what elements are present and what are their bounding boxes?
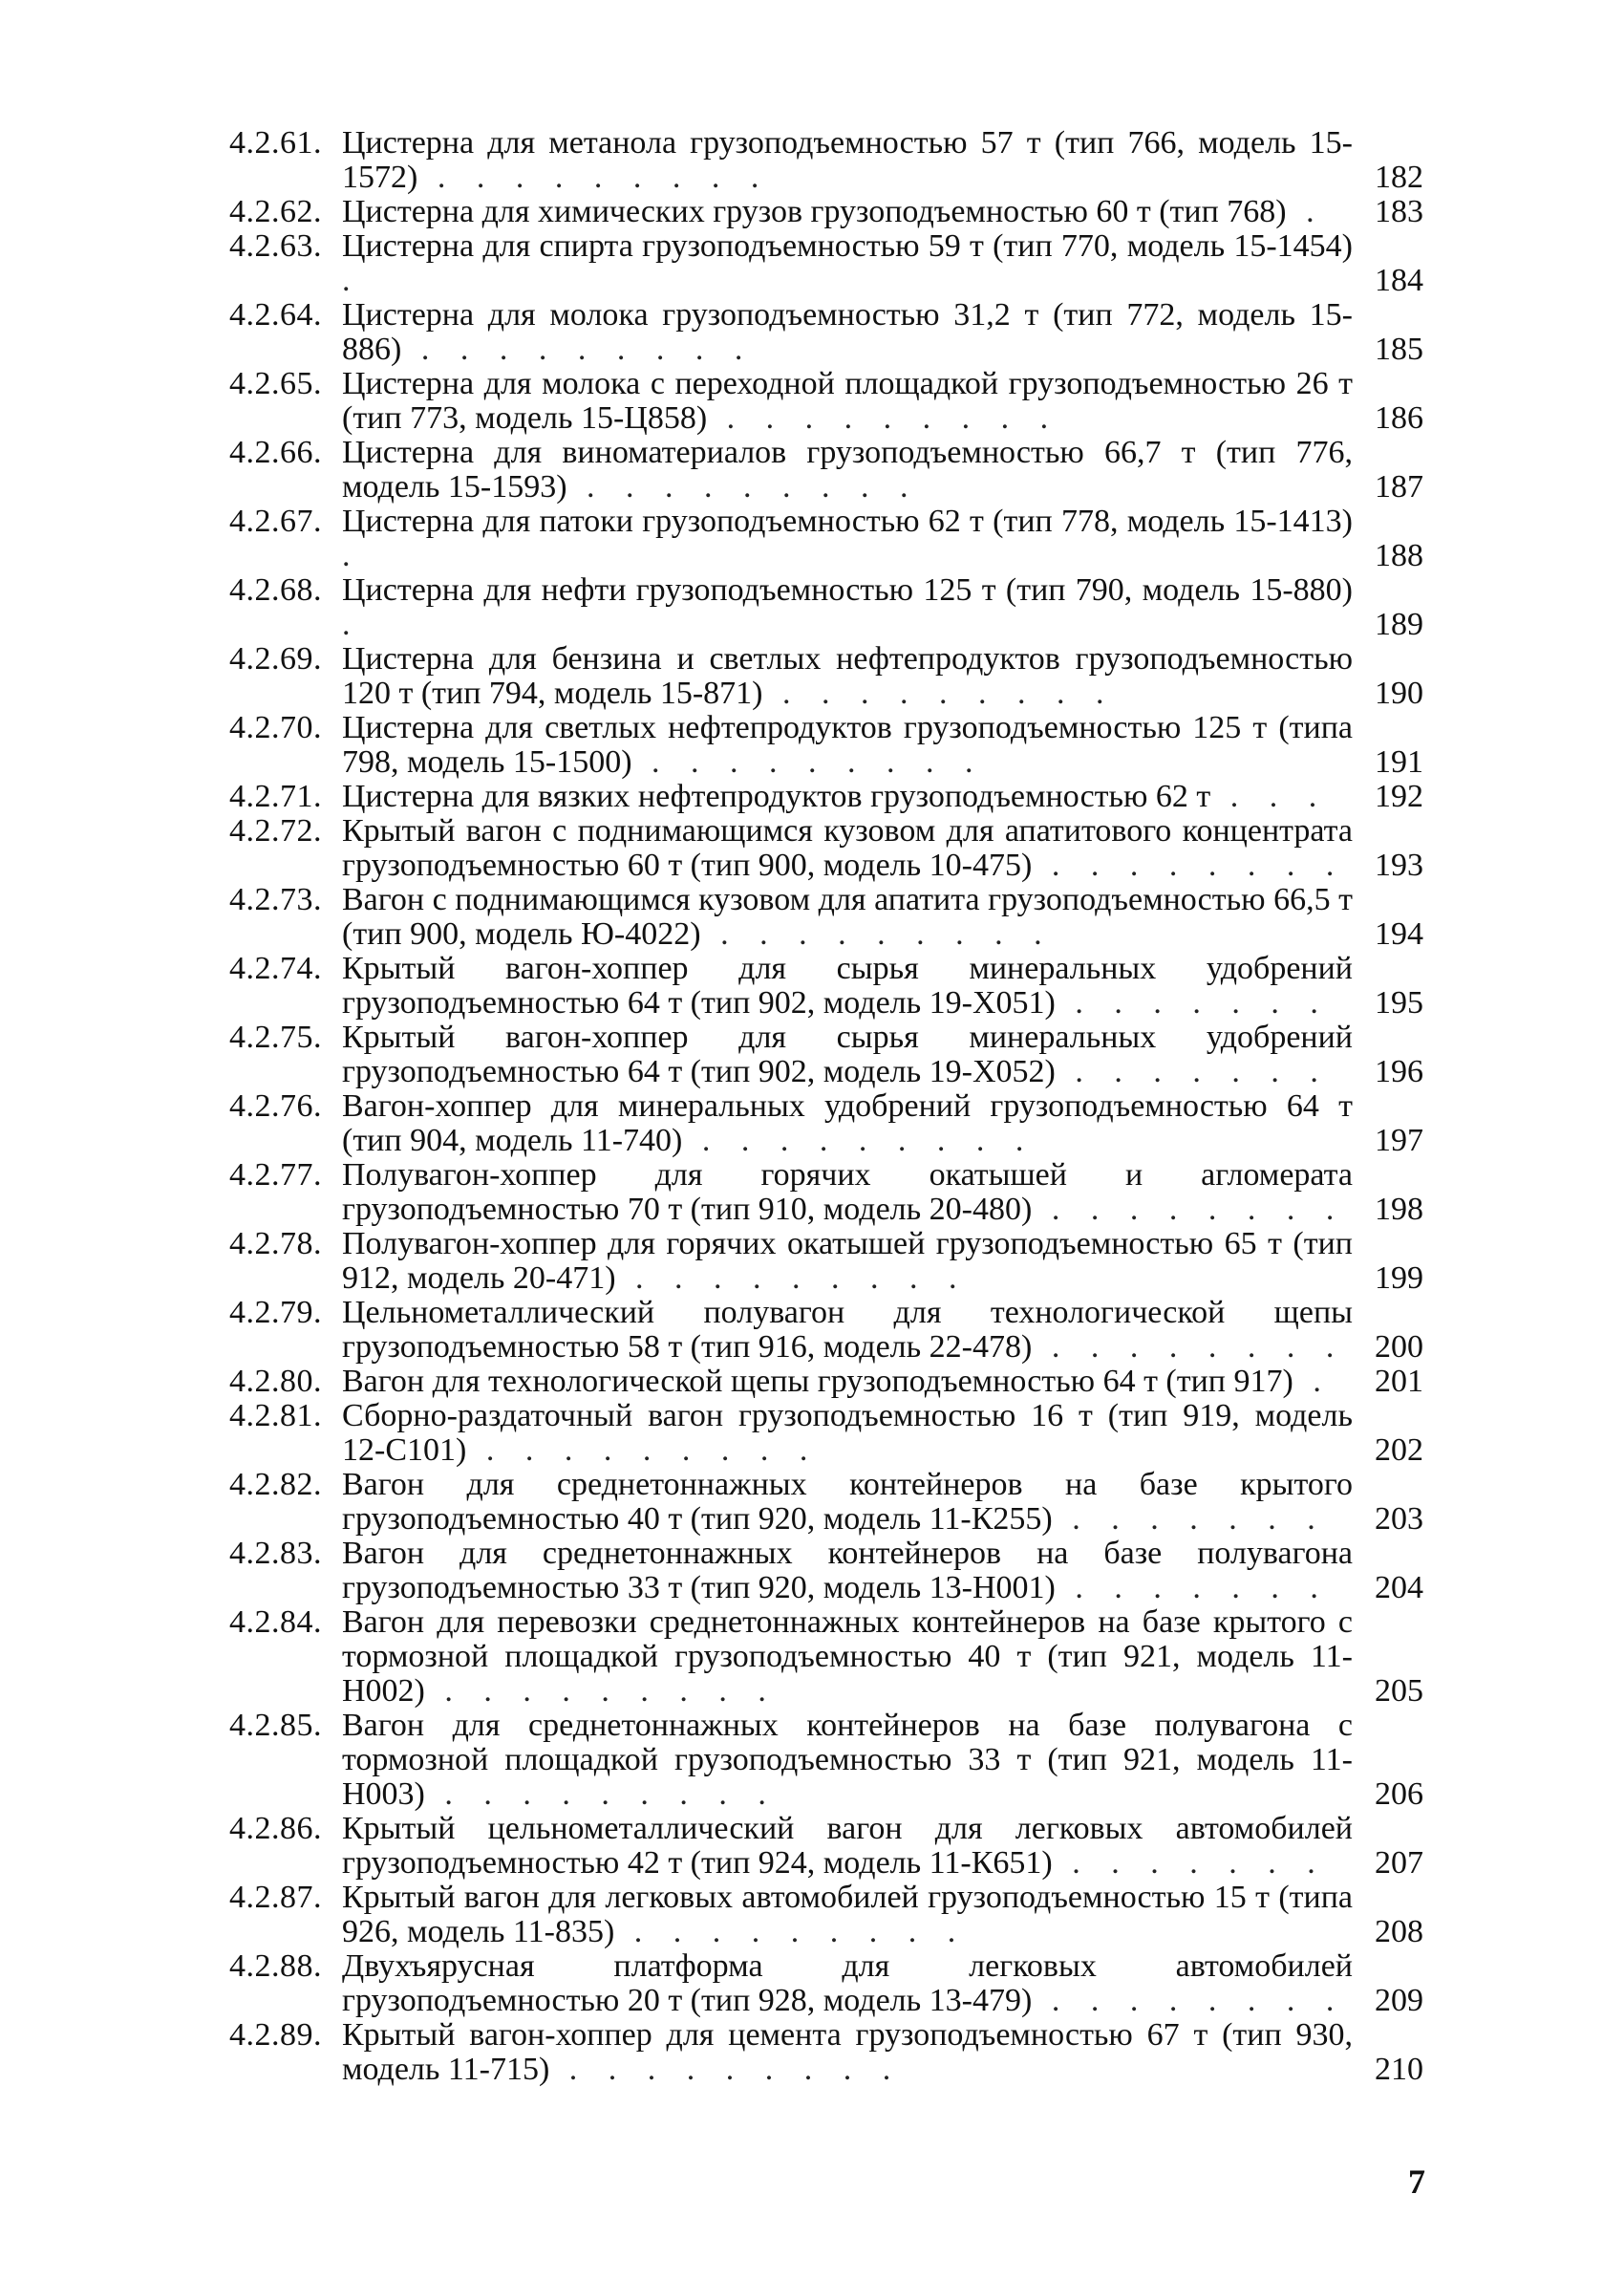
toc-entry-title-block	[342, 298, 1364, 367]
toc-entry-page: 199	[1375, 1260, 1423, 1296]
toc-entry-title-block	[342, 1227, 1364, 1296]
toc-entry-title: Цистерна для виноматериалов грузоподъемностью 66,7 т (тип 776, модель 15-1593)	[342, 435, 1353, 505]
toc-entry-title-block	[342, 1605, 1364, 1709]
toc-entry-page: 187	[1375, 469, 1423, 505]
toc-entry-number: 4.2.62.	[229, 194, 322, 229]
dot-leader: . . . . . . . .	[1032, 1983, 1346, 2018]
toc-entry	[229, 1089, 1423, 1158]
toc-entry-number: 4.2.63.	[229, 228, 322, 264]
toc-entry-number: 4.2.89.	[229, 2017, 322, 2053]
toc-entry-number: 4.2.80.	[229, 1364, 322, 1399]
toc-entry-page: 194	[1375, 916, 1423, 952]
toc-entry-title: Крытый вагон с поднимающимся кузовом для апатитового концентрата грузоподъемностью 60 т (тип 900, модель 10-475)	[342, 813, 1353, 883]
toc-entry-title: Двухъярусная платформа для легковых автомобилей грузоподъемностью 20 т (тип 928, модель 13-479)	[342, 1948, 1353, 2018]
toc-entry-title: Сборно-раздаточный вагон грузоподъемностью 16 т (тип 919, модель 12-С101)	[342, 1398, 1353, 1468]
toc-entry-title: Цистерна для молока грузоподъемностью 31,2 т (тип 772, модель 15-886)	[342, 297, 1353, 367]
toc-entry	[229, 1709, 1423, 1812]
table-of-contents	[229, 126, 1423, 2087]
dot-leader: .	[342, 538, 362, 573]
toc-entry	[229, 1468, 1423, 1537]
dot-leader: . . . . . . . .	[1032, 848, 1346, 883]
dot-leader: .	[342, 607, 362, 642]
toc-entry-number: 4.2.71.	[229, 779, 322, 814]
toc-entry-page: 195	[1375, 985, 1423, 1021]
toc-entry-number: 4.2.86.	[229, 1811, 322, 1846]
toc-entry-number: 4.2.82.	[229, 1467, 322, 1502]
toc-entry	[229, 1158, 1423, 1227]
toc-entry-number: 4.2.73.	[229, 882, 322, 917]
toc-entry-page: 200	[1375, 1329, 1423, 1365]
toc-entry	[229, 1881, 1423, 1949]
toc-entry-page: 188	[1375, 538, 1423, 573]
dot-leader: . . . . . . . . .	[466, 1432, 820, 1468]
toc-entry	[229, 642, 1423, 711]
toc-entry-title: Вагон для среднетоннажных контейнеров на базе полувагона грузоподъемностью 33 т (тип 920, модель 13-Н001)	[342, 1536, 1353, 1605]
toc-entry	[229, 883, 1423, 952]
dot-leader: . . . . . . .	[1052, 1501, 1327, 1537]
dot-leader: . . . . . . .	[1055, 1570, 1330, 1605]
toc-entry-number: 4.2.85.	[229, 1708, 322, 1743]
toc-entry-title-block	[342, 367, 1364, 436]
toc-entry-number: 4.2.78.	[229, 1226, 322, 1261]
toc-entry-title-block	[342, 1365, 1364, 1399]
toc-entry-number: 4.2.74.	[229, 951, 322, 986]
toc-entry-title-block	[342, 1158, 1364, 1227]
toc-entry-title: Полувагон-хоппер для горячих окатышей грузоподъемностью 65 т (тип 912, модель 20-471)	[342, 1226, 1353, 1296]
dot-leader: .	[342, 263, 362, 298]
toc-entry-title: Вагон с поднимающимся кузовом для апатита грузоподъемностью 66,5 т (тип 900, модель Ю-4022)	[342, 882, 1353, 952]
toc-entry-page: 186	[1375, 400, 1423, 436]
toc-entry-title-block	[342, 780, 1364, 814]
toc-entry-page: 185	[1375, 332, 1423, 367]
toc-entry	[229, 436, 1423, 505]
toc-entry-number: 4.2.77.	[229, 1157, 322, 1193]
toc-entry-page: 208	[1375, 1914, 1423, 1949]
toc-entry-number: 4.2.66.	[229, 435, 322, 470]
toc-entry-title: Вагон для среднетоннажных контейнеров на базе полувагона с тормозной площадкой грузоподъемностью 33 т (тип 921, модель 11-Н003)	[342, 1708, 1353, 1812]
toc-entry	[229, 780, 1423, 814]
dot-leader: . . . . . . .	[1055, 1054, 1330, 1089]
toc-entry-title-block	[342, 573, 1364, 642]
dot-leader: . . . . . . . . .	[614, 1914, 968, 1949]
toc-entry-number: 4.2.72.	[229, 813, 322, 849]
toc-entry-title-block	[342, 1812, 1364, 1881]
toc-entry-title: Цистерна для спирта грузоподъемностью 59 т (тип 770, модель 15-1454)	[342, 228, 1353, 264]
toc-entry-title: Цистерна для патоки грузоподъемностью 62 т (тип 778, модель 15-1413)	[342, 504, 1353, 539]
toc-entry	[229, 1296, 1423, 1365]
toc-entry-page: 184	[1375, 263, 1423, 298]
toc-entry-page: 210	[1375, 2052, 1423, 2087]
toc-entry	[229, 1949, 1423, 2018]
toc-entry-title-block	[342, 505, 1364, 573]
toc-entry-title: Крытый вагон-хоппер для сырья минеральных удобрений грузоподъемностью 64 т (тип 902, модель 19-Х051)	[342, 951, 1353, 1021]
dot-leader: . . . . . . .	[1055, 985, 1330, 1021]
dot-leader: . . . . . . . . .	[682, 1123, 1036, 1158]
toc-entry-title: Цистерна для метанола грузоподъемностью 57 т (тип 766, модель 15-1572)	[342, 125, 1353, 195]
toc-entry-page: 206	[1375, 1776, 1423, 1812]
toc-entry-title-block	[342, 642, 1364, 711]
toc-entry-page: 189	[1375, 607, 1423, 642]
toc-entry-number: 4.2.83.	[229, 1536, 322, 1571]
toc-entry-number: 4.2.84.	[229, 1604, 322, 1640]
dot-leader: . . . . . . . . .	[549, 2052, 903, 2087]
toc-entry	[229, 505, 1423, 573]
toc-entry-page: 191	[1375, 744, 1423, 780]
dot-leader: . . . . . . . .	[1032, 1329, 1346, 1365]
toc-entry-title: Крытый вагон-хоппер для сырья минеральных удобрений грузоподъемностью 64 т (тип 902, модель 19-Х052)	[342, 1020, 1353, 1089]
toc-entry	[229, 2018, 1423, 2087]
toc-entry	[229, 573, 1423, 642]
toc-entry-page: 205	[1375, 1673, 1423, 1709]
toc-entry-number: 4.2.70.	[229, 710, 322, 745]
dot-leader: . . . . . . . . .	[707, 400, 1060, 436]
toc-entry	[229, 814, 1423, 883]
toc-entry	[229, 1605, 1423, 1709]
dot-leader: . . . . . . . . .	[615, 1260, 969, 1296]
toc-entry	[229, 298, 1423, 367]
toc-entry-title: Вагон для технологической щепы грузоподъемностью 64 т (тип 917)	[342, 1364, 1293, 1399]
toc-entry-page: 197	[1375, 1123, 1423, 1158]
dot-leader: . . . . . . . . .	[631, 744, 985, 780]
toc-entry-title: Вагон-хоппер для минеральных удобрений грузоподъемностью 64 т (тип 904, модель 11-740)	[342, 1088, 1353, 1158]
toc-entry-page: 209	[1375, 1983, 1423, 2018]
dot-leader: . . . . . . . . .	[401, 332, 755, 367]
toc-entry-title-block	[342, 1709, 1364, 1812]
toc-entry-title: Крытый вагон для легковых автомобилей грузоподъемностью 15 т (типа 926, модель 11-835)	[342, 1880, 1353, 1949]
toc-entry	[229, 195, 1423, 229]
toc-entry-title: Цельнометаллический полувагон для технологической щепы грузоподъемностью 58 т (тип 916, модель 22-478)	[342, 1295, 1353, 1365]
toc-entry	[229, 1537, 1423, 1605]
toc-entry-page: 207	[1375, 1845, 1423, 1881]
dot-leader: . . . . . . . . .	[424, 1673, 778, 1709]
toc-entry-title: Цистерна для нефти грузоподъемностью 125 т (тип 790, модель 15-880)	[342, 572, 1353, 608]
toc-entry-title-block	[342, 436, 1364, 505]
dot-leader: . . . . . . . . .	[566, 469, 920, 505]
toc-entry-page: 202	[1375, 1432, 1423, 1468]
toc-entry-number: 4.2.64.	[229, 297, 322, 333]
toc-entry-number: 4.2.65.	[229, 366, 322, 401]
toc-entry	[229, 367, 1423, 436]
toc-entry-title-block	[342, 2018, 1364, 2087]
toc-entry-number: 4.2.87.	[229, 1880, 322, 1915]
toc-entry-number: 4.2.61.	[229, 125, 322, 161]
toc-entry-title: Цистерна для молока с переходной площадкой грузоподъемностью 26 т (тип 773, модель 15-Ц858)	[342, 366, 1353, 436]
toc-entry-page: 192	[1375, 779, 1423, 814]
toc-entry	[229, 126, 1423, 195]
toc-entry-title: Цистерна для светлых нефтепродуктов грузоподъемностью 125 т (типа 798, модель 15-1500)	[342, 710, 1353, 780]
toc-entry-title: Цистерна для химических грузов грузоподъемностью 60 т (тип 768)	[342, 194, 1287, 229]
dot-leader: . . . . . . . . .	[700, 916, 1054, 952]
toc-entry-title: Вагон для перевозки среднетоннажных контейнеров на базе крытого с тормозной площадкой грузоподъемностью 40 т (тип 921, модель 11-Н002)	[342, 1604, 1353, 1709]
dot-leader: . . . . . . . . .	[417, 160, 771, 195]
dot-leader: . . . . . . .	[1052, 1845, 1327, 1881]
toc-entry-number: 4.2.75.	[229, 1020, 322, 1055]
toc-entry-page: 204	[1375, 1570, 1423, 1605]
toc-entry	[229, 952, 1423, 1021]
toc-entry-title: Цистерна для бензина и светлых нефтепродуктов грузоподъемностью 120 т (тип 794, модель 15-871)	[342, 641, 1353, 711]
toc-entry-title-block	[342, 814, 1364, 883]
toc-entry-page: 203	[1375, 1501, 1423, 1537]
toc-entry-number: 4.2.88.	[229, 1948, 322, 1984]
toc-entry-page: 182	[1375, 160, 1423, 195]
toc-entry-page: 198	[1375, 1192, 1423, 1227]
toc-entry-number: 4.2.69.	[229, 641, 322, 677]
toc-entry-title-block	[342, 1021, 1364, 1089]
toc-entry-page: 201	[1375, 1364, 1423, 1399]
toc-entry	[229, 1812, 1423, 1881]
toc-entry-page: 196	[1375, 1054, 1423, 1089]
toc-entry-title: Полувагон-хоппер для горячих окатышей и агломерата грузоподъемностью 70 т (тип 910, модель 20-480)	[342, 1157, 1353, 1227]
toc-entry-page: 190	[1375, 676, 1423, 711]
dot-leader: . . .	[1210, 779, 1329, 814]
toc-entry-title-block	[342, 711, 1364, 780]
toc-entry-title-block	[342, 126, 1364, 195]
toc-entry-title: Крытый цельнометаллический вагон для легковых автомобилей грузоподъемностью 42 т (тип 924, модель 11-К651)	[342, 1811, 1353, 1881]
toc-entry-title-block	[342, 1399, 1364, 1468]
toc-entry-title-block	[342, 1468, 1364, 1537]
dot-leader: .	[1293, 1364, 1333, 1399]
toc-entry-page: 193	[1375, 848, 1423, 883]
toc-entry-number: 4.2.68.	[229, 572, 322, 608]
toc-entry-title-block	[342, 1949, 1364, 2018]
toc-entry-title-block	[342, 195, 1364, 229]
dot-leader: . . . . . . . .	[1032, 1192, 1346, 1227]
toc-entry-title: Цистерна для вязких нефтепродуктов грузоподъемностью 62 т	[342, 779, 1211, 814]
toc-entry-title-block	[342, 1089, 1364, 1158]
toc-entry-title-block	[342, 229, 1364, 298]
toc-entry-title-block	[342, 883, 1364, 952]
toc-entry	[229, 711, 1423, 780]
toc-entry-title-block	[342, 1296, 1364, 1365]
toc-entry-page: 183	[1375, 194, 1423, 229]
toc-entry-number: 4.2.67.	[229, 504, 322, 539]
toc-entry-title-block	[342, 952, 1364, 1021]
toc-entry-number: 4.2.76.	[229, 1088, 322, 1124]
dot-leader: . . . . . . . . .	[762, 676, 1116, 711]
toc-entry-title: Вагон для среднетоннажных контейнеров на базе крытого грузоподъемностью 40 т (тип 920, модель 11-К255)	[342, 1467, 1353, 1537]
toc-entry-title-block	[342, 1881, 1364, 1949]
toc-entry	[229, 1365, 1423, 1399]
toc-entry	[229, 1021, 1423, 1089]
page-number: 7	[1408, 2162, 1425, 2201]
toc-entry-number: 4.2.79.	[229, 1295, 322, 1330]
toc-entry	[229, 1227, 1423, 1296]
toc-entry-title-block	[342, 1537, 1364, 1605]
toc-entry-title: Крытый вагон-хоппер для цемента грузоподъемностью 67 т (тип 930, модель 11-715)	[342, 2017, 1353, 2087]
toc-entry	[229, 1399, 1423, 1468]
dot-leader: .	[1286, 194, 1326, 229]
toc-entry-number: 4.2.81.	[229, 1398, 322, 1433]
toc-entry	[229, 229, 1423, 298]
dot-leader: . . . . . . . . .	[424, 1776, 778, 1812]
